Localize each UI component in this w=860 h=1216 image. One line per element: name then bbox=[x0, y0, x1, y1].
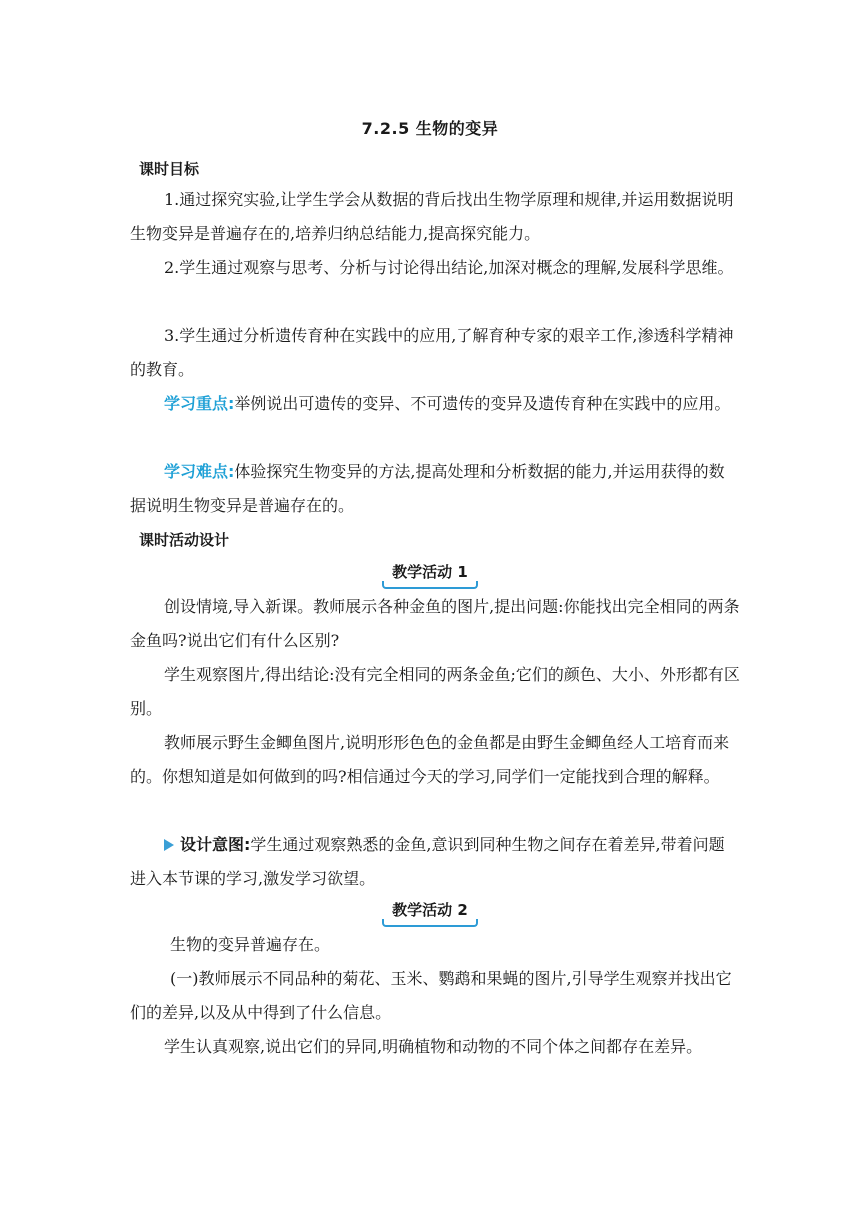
activity-2-paragraph-1: 生物的变异普遍存在。 bbox=[170, 935, 331, 954]
triangle-marker-icon bbox=[164, 839, 174, 851]
activity-2-paragraph-2: (一)教师展示不同品种的菊花、玉米、鹦鹉和果蝇的图片,引导学生观察并找出它们的差异,以及从中得到了什么信息。 bbox=[130, 969, 732, 1022]
activity-2-paragraph-3: 学生认真观察,说出它们的异同,明确植物和动物的不同个体之间都存在差异。 bbox=[164, 1037, 703, 1056]
activity-1-paragraph-1: 创设情境,导入新课。教师展示各种金鱼的图片,提出问题:你能找出完全相同的两条金鱼吗?说出它们有什么区别? bbox=[130, 597, 740, 650]
objective-1: 1.通过探究实验,让学生学会从数据的背后找出生物学原理和规律,并运用数据说明生物变异是普遍存在的,培养归纳总结能力,提高探究能力。 bbox=[130, 190, 734, 243]
difficulty bbox=[130, 455, 740, 523]
design-intent-label: 设计意图: bbox=[180, 835, 251, 854]
activity-1-header bbox=[0, 561, 860, 586]
activities-heading: 课时活动设计 bbox=[139, 531, 230, 549]
activity-1-paragraph-3: 教师展示野生金鲫鱼图片,说明形形色色的金鱼都是由野生金鲫鱼经人工培育而来的。你想知道是如何做到的吗?相信通过今天的学习,同学们一定能找到合理的解释。 bbox=[130, 733, 730, 786]
key-point-text: 举例说出可遗传的变异、不可遗传的变异及遗传育种在实践中的应用。 bbox=[234, 394, 731, 413]
difficulty-text: 体验探究生物变异的方法,提高处理和分析数据的能力,并运用获得的数据说明生物变异是普遍存在的。 bbox=[130, 462, 725, 515]
key-point bbox=[130, 387, 740, 421]
key-point-label: 学习重点: bbox=[164, 394, 235, 413]
design-intent bbox=[130, 828, 740, 896]
activity-1-badge: 教学活动 1 bbox=[384, 561, 476, 586]
activity-2-header bbox=[0, 899, 860, 924]
activity-1-paragraph-2: 学生观察图片,得出结论:没有完全相同的两条金鱼;它们的颜色、大小、外形都有区别。 bbox=[130, 665, 740, 718]
objective-2: 2.学生通过观察与思考、分析与讨论得出结论,加深对概念的理解,发展科学思维。 bbox=[164, 258, 734, 277]
difficulty-label: 学习难点: bbox=[164, 462, 235, 481]
lesson-title: 7.2.5 生物的变异 bbox=[361, 119, 499, 138]
design-intent-text: 学生通过观察熟悉的金鱼,意识到同种生物之间存在着差异,带着问题进入本节课的学习,激发学习欲望。 bbox=[130, 835, 725, 888]
activity-2-badge: 教学活动 2 bbox=[384, 899, 476, 924]
objective-3: 3.学生通过分析遗传育种在实践中的应用,了解育种专家的艰辛工作,渗透科学精神的教育。 bbox=[130, 326, 734, 379]
objectives-heading: 课时目标 bbox=[139, 160, 200, 178]
